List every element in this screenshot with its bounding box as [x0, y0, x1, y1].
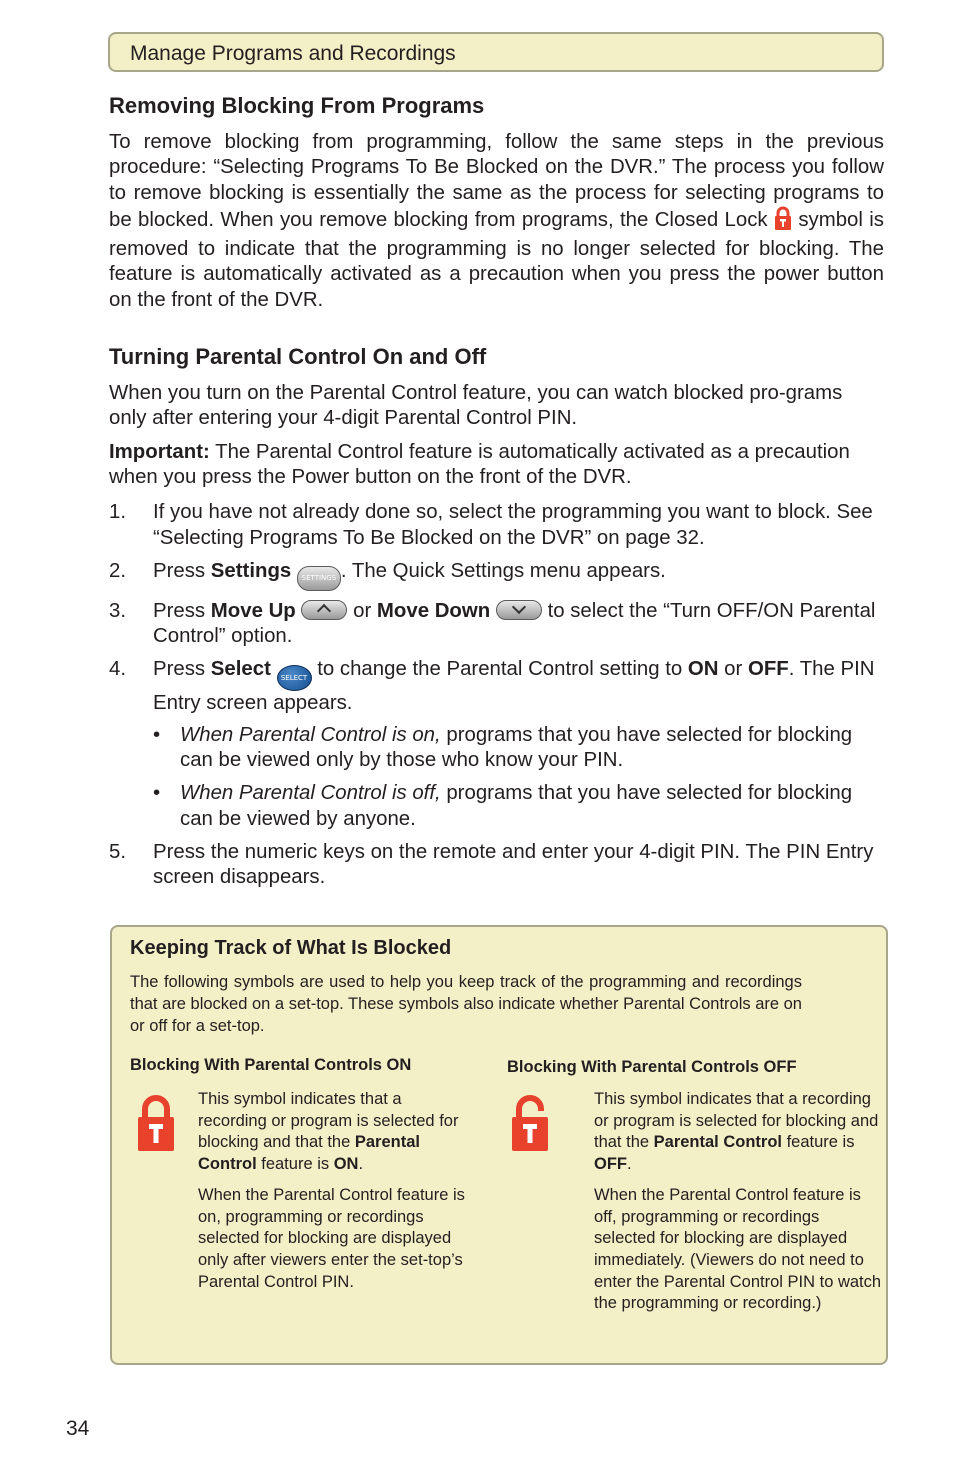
main-content: [109, 92, 884, 899]
settings-button-icon: SETTINGS: [297, 566, 341, 591]
closed-lock-icon: [774, 206, 792, 237]
open-lock-icon: [510, 1091, 550, 1158]
step-4-bullets: [153, 723, 884, 832]
bullet-parental-on: • When Parental Control is on, programs that you have selected for blocking can be viewed only by those who know your PIN.: [153, 723, 853, 772]
callout-title: Keeping Track of What Is Blocked: [130, 937, 452, 959]
step-3: 3. Press Move Up or Move Down to select the “Turn OFF/ON Parental Control” option.: [109, 599, 876, 648]
section2-intro: When you turn on the Parental Control feature, you can watch blocked pro-grams only after entering your 4-digit Parental Control PIN.: [109, 382, 843, 430]
closed-lock-icon: [136, 1091, 176, 1158]
blocking-symbols-callout: [110, 925, 888, 1365]
bullet-parental-off: • When Parental Control is off, programs that you have selected for blocking can be viewed by anyone.: [153, 782, 853, 830]
step-5: 5. Press the numeric keys on the remote and enter your 4-digit PIN. The PIN Entry screen disappears.: [109, 840, 874, 889]
step-4: 4. Press Select SELECT to change the Parental Control setting to ON or OFF. The PIN Entry screen appears. • When Parental Control is on, programs that you have selected for blocking can be viewed only by those who know your PIN. • When Parental Control is off, programs that you have selected for blocking can be viewed by anyone.: [109, 657, 884, 831]
page-number: 34: [66, 1417, 90, 1440]
section-heading-removing-blocking: Removing Blocking From Programs: [109, 93, 485, 118]
section-heading-parental-control: Turning Parental Control On and Off: [109, 344, 487, 370]
steps-list: [109, 500, 884, 890]
off-column-text: This symbol indicates that a recording or program is selected for blocking and that the Parental Control feature is OFF. When the Parental Control feature is off, programming or recordings selected for blocking are displayed immediately. (Viewers do not need to enter the Parental Control PIN to watch the programming or recording.): [594, 1090, 882, 1313]
move-down-button-icon: [496, 600, 542, 620]
off-column-title: Blocking With Parental Controls OFF: [507, 1058, 797, 1076]
callout-intro: The following symbols are used to help you keep track of the programming and recordings that are blocked on a set-top. These symbols also indicate whether Parental Controls are on or off for a set-top.: [130, 973, 802, 1035]
step-2: 2. Press Settings SETTINGS . The Quick Settings menu appears.: [109, 559, 884, 591]
important-note: Important: The Parental Control feature is automatically activated as a precaution when you press the Power button on the front of the DVR.: [109, 440, 850, 488]
running-header: [108, 32, 884, 72]
on-column-text: This symbol indicates that a recording or program is selected for blocking and that the Parental Control feature is ON. When the Parental Control feature is on, programming or recordings selected for blocking are displayed only after viewers enter the set-top’s Parental Control PIN.: [198, 1090, 465, 1291]
section1-paragraph: To remove blocking from programming, follow the same steps in the previous procedure: “Selecting Programs To Be Blocked on the DVR.” The process you follow to remove blocking is essentially the same as the process for selecting programs to be blocked. When you remove blocking from programs, the Closed Lock symbol is removed to indicate that the programming is no longer selected for blocking. The feature is automatically activated as a precaution when you press the power button on the front of the DVR.: [109, 131, 884, 311]
running-header-title: Manage Programs and Recordings: [130, 42, 456, 65]
on-column-title: Blocking With Parental Controls ON: [130, 1056, 412, 1074]
move-up-button-icon: [301, 600, 347, 620]
step-1: 1. If you have not already done so, select the programming you want to block. See “Selecting Programs To Be Blocked on the DVR” on page 32.: [109, 501, 873, 549]
select-button-icon: SELECT: [277, 665, 312, 691]
